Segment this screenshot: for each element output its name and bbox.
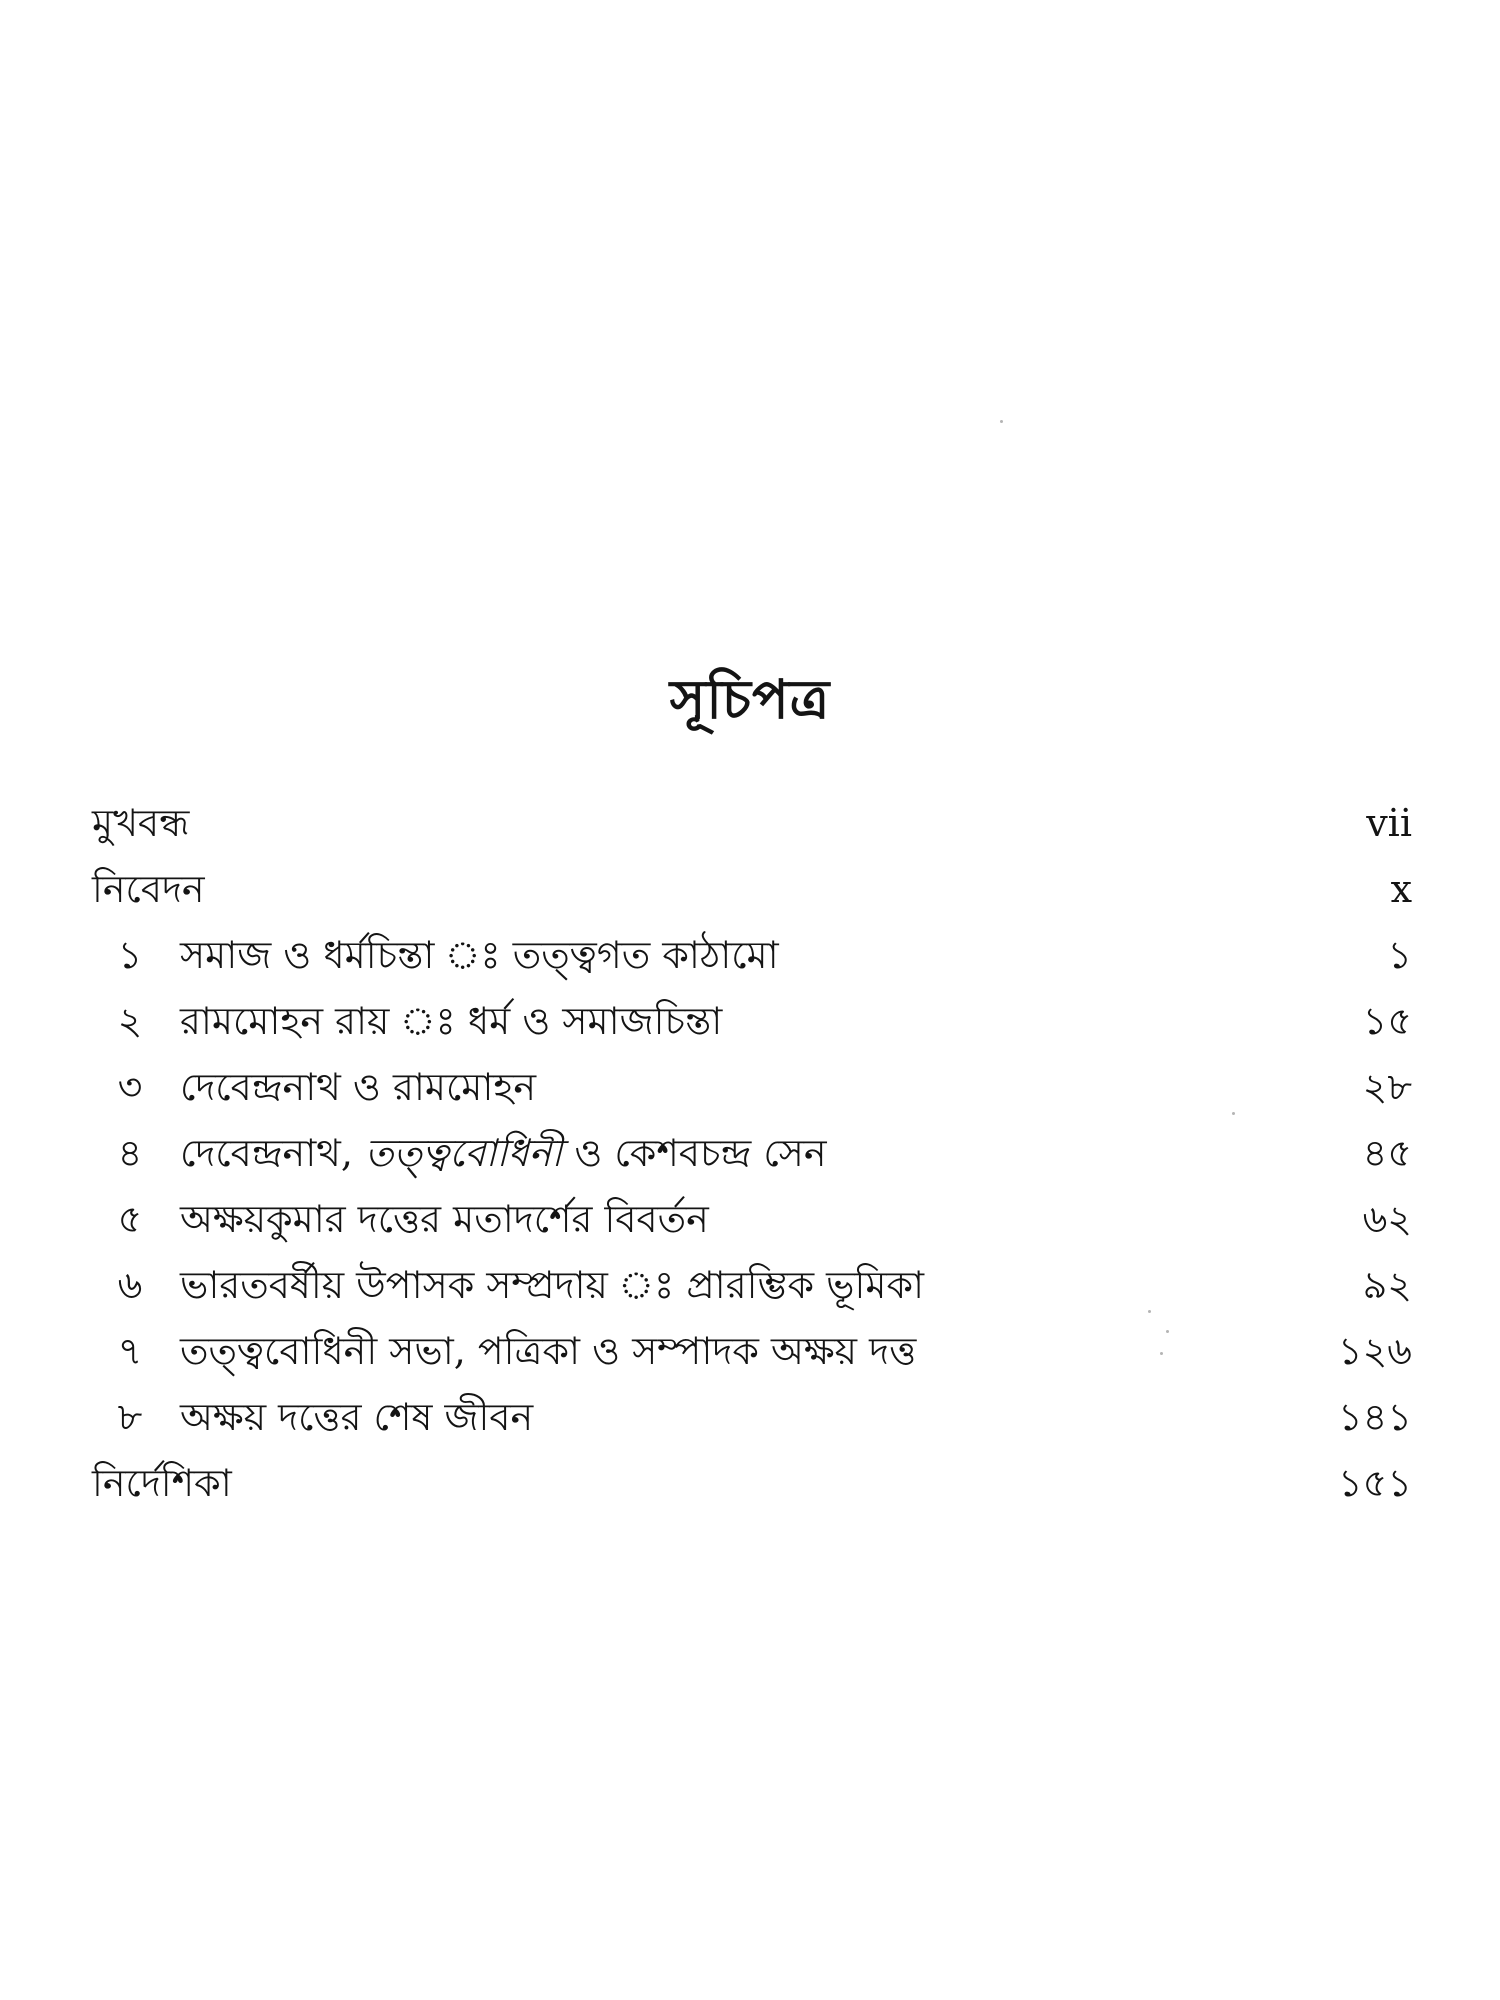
chapter-title: ভারতবর্ষীয় উপাসক সম্প্রদায় ঃ প্রারম্ভিক ভূমিকা <box>180 1263 925 1307</box>
toc-entry-preface[interactable] <box>92 790 1412 856</box>
chapter-title-part: দেবেন্দ্রনাথ, <box>180 1131 366 1175</box>
toc-entry-foreword[interactable] <box>92 856 1412 922</box>
chapter-title-part: ও কেশবচন্দ্র সেন <box>562 1131 827 1175</box>
chapter-title: অক্ষয়কুমার দত্তের মতাদর্শের বিবর্তন <box>180 1197 709 1241</box>
toc-chapter-4[interactable] <box>92 1120 1412 1186</box>
page-title: সূচিপত্র <box>669 667 831 732</box>
entry-title: মুখবন্ধ <box>92 801 190 845</box>
chapter-page-number: ৯২ <box>1362 1263 1412 1307</box>
chapter-number: ৩ <box>117 1065 143 1109</box>
entry-title: নিবেদন <box>92 867 205 911</box>
toc-chapter-2[interactable] <box>92 988 1412 1054</box>
page-speck <box>1000 420 1003 423</box>
chapter-number: ৭ <box>117 1329 143 1373</box>
chapter-page-number: ১৪১ <box>1338 1395 1412 1439</box>
toc-chapter-5[interactable] <box>92 1186 1412 1252</box>
chapter-number: ৪ <box>117 1131 143 1175</box>
chapter-page-number: ৪৫ <box>1362 1131 1412 1175</box>
chapter-title: সমাজ ও ধর্মচিন্তা ঃ তত্ত্বগত কাঠামো <box>180 933 779 977</box>
table-of-contents <box>92 790 1412 1516</box>
chapter-title: অক্ষয় দত্তের শেষ জীবন <box>180 1395 534 1439</box>
chapter-number: ১ <box>117 933 143 977</box>
toc-chapter-1[interactable] <box>92 922 1412 988</box>
chapter-page-number: ২৮ <box>1362 1065 1412 1109</box>
chapter-number: ২ <box>117 999 143 1043</box>
toc-entry-index[interactable] <box>92 1450 1412 1516</box>
chapter-title-italic-part: তত্ত্ববোধিনী <box>365 1131 563 1175</box>
chapter-number: ৬ <box>117 1263 143 1307</box>
chapter-page-number: ৬২ <box>1362 1197 1412 1241</box>
chapter-title: দেবেন্দ্রনাথ ও রামমোহন <box>180 1065 537 1109</box>
entry-title: নির্দেশিকা <box>92 1461 232 1505</box>
chapter-page-number: ১৫ <box>1362 999 1412 1043</box>
chapter-title: তত্ত্ববোধিনী সভা, পত্রিকা ও সম্পাদক অক্ষয় দত্ত <box>180 1329 917 1373</box>
toc-chapter-8[interactable] <box>92 1384 1412 1450</box>
entry-page-number: ১৫১ <box>1338 1461 1412 1505</box>
entry-page-number: x <box>1390 867 1412 911</box>
chapter-number: ৫ <box>117 1197 143 1241</box>
entry-page-number: vii <box>1366 801 1412 845</box>
toc-chapter-6[interactable] <box>92 1252 1412 1318</box>
chapter-page-number: ১ <box>1387 933 1412 977</box>
chapter-title: রামমোহন রায় ঃ ধর্ম ও সমাজচিন্তা <box>180 999 723 1043</box>
toc-chapter-3[interactable] <box>92 1054 1412 1120</box>
chapter-page-number: ১২৬ <box>1337 1329 1412 1373</box>
chapter-number: ৮ <box>117 1395 143 1439</box>
chapter-title <box>180 1120 827 1186</box>
toc-chapter-7[interactable] <box>92 1318 1412 1384</box>
